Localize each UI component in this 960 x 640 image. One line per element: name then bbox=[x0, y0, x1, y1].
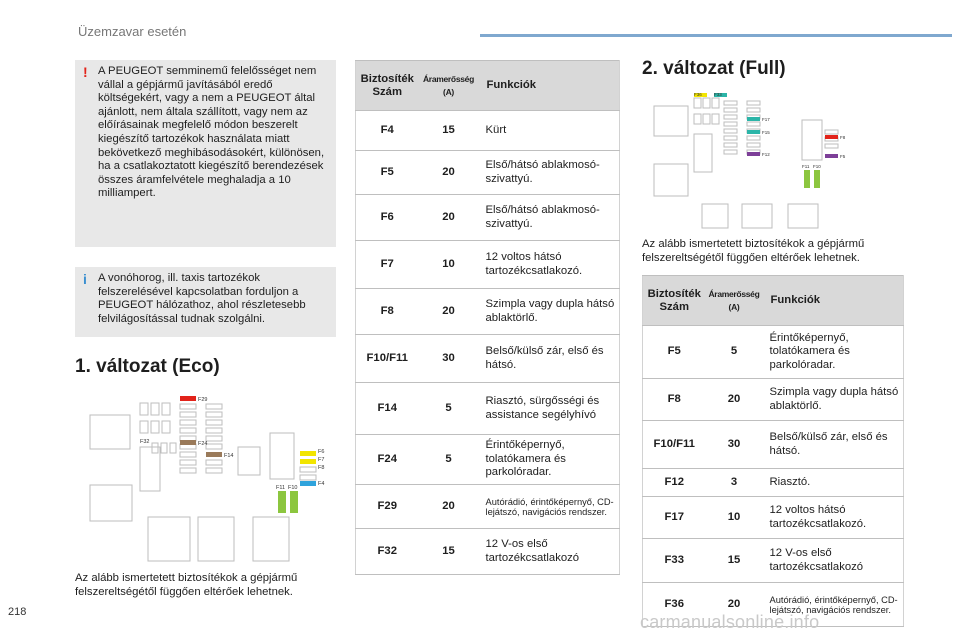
cell-fuse: F5 bbox=[643, 326, 706, 379]
table-row bbox=[356, 195, 620, 241]
header-func: Funkciók bbox=[479, 61, 620, 111]
header-func: Funkciók bbox=[763, 276, 904, 326]
header-amp: Áramerősség (A) bbox=[419, 61, 479, 111]
cell-amp: 5 bbox=[706, 326, 763, 379]
table-row bbox=[356, 151, 620, 195]
label-f32: F32 bbox=[140, 439, 150, 445]
label-f24: F24 bbox=[198, 441, 208, 447]
table-row bbox=[643, 379, 904, 421]
cell-fuse: F24 bbox=[356, 435, 419, 485]
header-rule bbox=[480, 34, 952, 37]
cell-fuse: F4 bbox=[356, 111, 419, 151]
cell-fuse: F12 bbox=[643, 469, 706, 497]
cell-fuse: F5 bbox=[356, 151, 419, 195]
label-f33: F33 bbox=[714, 92, 722, 97]
running-header: Üzemzavar esetén bbox=[78, 24, 187, 39]
table-row bbox=[356, 335, 620, 383]
cell-amp: 5 bbox=[419, 383, 479, 435]
info-icon: i bbox=[83, 271, 87, 287]
label-f6: F6 bbox=[318, 449, 325, 455]
table-row bbox=[643, 421, 904, 469]
info-note bbox=[75, 267, 336, 337]
page-number: 218 bbox=[8, 606, 27, 618]
table-row bbox=[643, 497, 904, 539]
info-text: A vonóhorog, ill. taxis tartozékok felszerelésével kapcsolatban forduljon a PEUGEOT hálózathoz, ahol részletesebb felvilágosítással tudnak szolgálni. bbox=[98, 272, 306, 325]
table-row bbox=[643, 469, 904, 497]
warning-note bbox=[75, 60, 336, 247]
fuse-table-full bbox=[642, 275, 904, 627]
cell-fuse: F32 bbox=[356, 529, 419, 575]
cell-fuse: F10/F11 bbox=[356, 335, 419, 383]
label-f29: F29 bbox=[198, 397, 208, 403]
cell-func: Szimpla vagy dupla hátsó ablaktörlő. bbox=[479, 289, 620, 335]
table-row bbox=[356, 529, 620, 575]
cell-func: Autórádió, érintőképernyő, CD-lejátszó, navigációs rendszer. bbox=[763, 583, 904, 627]
cell-amp: 10 bbox=[706, 497, 763, 539]
header-amp: Áramerősség (A) bbox=[706, 276, 763, 326]
table-row bbox=[356, 241, 620, 289]
label-f14: F14 bbox=[224, 453, 234, 459]
table-header-row bbox=[643, 276, 904, 326]
watermark: carmanualsonline.info bbox=[640, 612, 820, 632]
cell-fuse: F29 bbox=[356, 485, 419, 529]
label-f5-full: F5 bbox=[840, 154, 846, 159]
cell-func: Érintőképernyő, tolatókamera és parkolóradar. bbox=[479, 435, 620, 485]
cell-fuse: F8 bbox=[643, 379, 706, 421]
cell-amp: 20 bbox=[706, 379, 763, 421]
cell-amp: 20 bbox=[419, 195, 479, 241]
table-row bbox=[643, 326, 904, 379]
fuse-box-full-svg bbox=[652, 92, 852, 230]
cell-func: Riasztó, sürgősségi és assistance segélyhívó bbox=[479, 383, 620, 435]
fuse-box-eco-svg bbox=[88, 395, 328, 565]
table-row bbox=[643, 539, 904, 583]
cell-fuse: F33 bbox=[643, 539, 706, 583]
cell-func: Érintőképernyő, tolatókamera és parkolóradar. bbox=[763, 326, 904, 379]
version1-title: 1. változat (Eco) bbox=[75, 356, 220, 377]
fuse-diagram-eco bbox=[88, 395, 328, 565]
cell-amp: 20 bbox=[419, 151, 479, 195]
cell-amp: 30 bbox=[706, 421, 763, 469]
cell-amp: 15 bbox=[419, 111, 479, 151]
label-f11: F11 bbox=[276, 485, 286, 491]
label-f4: F4 bbox=[318, 481, 325, 487]
fuse-diagram-full bbox=[652, 92, 852, 230]
cell-func: Riasztó. bbox=[763, 469, 904, 497]
label-f15: F15 bbox=[762, 130, 770, 135]
header-fuse: Biztosíték Szám bbox=[356, 61, 419, 111]
cell-fuse: F14 bbox=[356, 383, 419, 435]
cell-amp: 20 bbox=[706, 583, 763, 627]
label-f12: F12 bbox=[762, 152, 770, 157]
table-row bbox=[356, 485, 620, 529]
label-f8-full: F8 bbox=[840, 135, 846, 140]
version2-caption: Az alább ismertetett biztosítékok a gépjármű felszereltségétől függően eltérőek lehetnek. bbox=[642, 238, 865, 264]
table-row bbox=[356, 111, 620, 151]
cell-func: Első/hátsó ablakmosó-szivattyú. bbox=[479, 195, 620, 241]
cell-func: Kürt bbox=[479, 111, 620, 151]
cell-fuse: F6 bbox=[356, 195, 419, 241]
cell-fuse: F10/F11 bbox=[643, 421, 706, 469]
table-row bbox=[356, 435, 620, 485]
cell-fuse: F8 bbox=[356, 289, 419, 335]
cell-amp: 3 bbox=[706, 469, 763, 497]
cell-func: Belső/külső zár, első és hátsó. bbox=[479, 335, 620, 383]
cell-func: 12 voltos hátsó tartozékcsatlakozó. bbox=[763, 497, 904, 539]
cell-func: Szimpla vagy dupla hátsó ablaktörlő. bbox=[763, 379, 904, 421]
version2-title: 2. változat (Full) bbox=[642, 58, 786, 79]
label-f8: F8 bbox=[318, 465, 325, 471]
label-f11-full: F11 bbox=[802, 164, 810, 169]
fuse-table-eco bbox=[355, 60, 620, 575]
cell-amp: 20 bbox=[419, 485, 479, 529]
label-f10-full: F10 bbox=[813, 164, 821, 169]
cell-func: Első/hátsó ablakmosó-szivattyú. bbox=[479, 151, 620, 195]
cell-func: Belső/külső zár, első és hátsó. bbox=[763, 421, 904, 469]
label-f36: F36 bbox=[694, 92, 702, 97]
version1-caption: Az alább ismertetett biztosítékok a gépjármű felszereltségétől függően eltérőek lehetnek. bbox=[75, 572, 298, 598]
warning-icon: ! bbox=[83, 64, 88, 80]
header-fuse: Biztosíték Szám bbox=[643, 276, 706, 326]
label-f7: F7 bbox=[318, 457, 325, 463]
warning-text: A PEUGEOT semminemű felelősséget nem vállal a gépjármű javításából eredő költségekért, vagy a nem a PEUGEOT által ajánlott, nem általa szállított, vagy nem az előírásainak megfelelő módon beszerelt kiegészítő tartozékok használata miatt bekövetkező meghibásodásokért, különösen, ha a csatlakoztatott kiegészítő berendezések összes áramfelvétele meghaladja a 10 milliampert. bbox=[98, 65, 325, 200]
cell-amp: 5 bbox=[419, 435, 479, 485]
cell-amp: 20 bbox=[419, 289, 479, 335]
cell-amp: 10 bbox=[419, 241, 479, 289]
table-row bbox=[356, 289, 620, 335]
cell-amp: 15 bbox=[706, 539, 763, 583]
cell-amp: 30 bbox=[419, 335, 479, 383]
cell-fuse: F17 bbox=[643, 497, 706, 539]
cell-func: 12 V-os első tartozékcsatlakozó bbox=[763, 539, 904, 583]
cell-func: Autórádió, érintőképernyő, CD-lejátszó, navigációs rendszer. bbox=[479, 485, 620, 529]
cell-func: 12 voltos hátsó tartozékcsatlakozó. bbox=[479, 241, 620, 289]
cell-func: 12 V-os első tartozékcsatlakozó bbox=[479, 529, 620, 575]
cell-fuse: F36 bbox=[643, 583, 706, 627]
cell-amp: 15 bbox=[419, 529, 479, 575]
table-row bbox=[356, 383, 620, 435]
label-f17: F17 bbox=[762, 117, 770, 122]
table-header-row bbox=[356, 61, 620, 111]
label-f10: F10 bbox=[288, 485, 298, 491]
cell-fuse: F7 bbox=[356, 241, 419, 289]
